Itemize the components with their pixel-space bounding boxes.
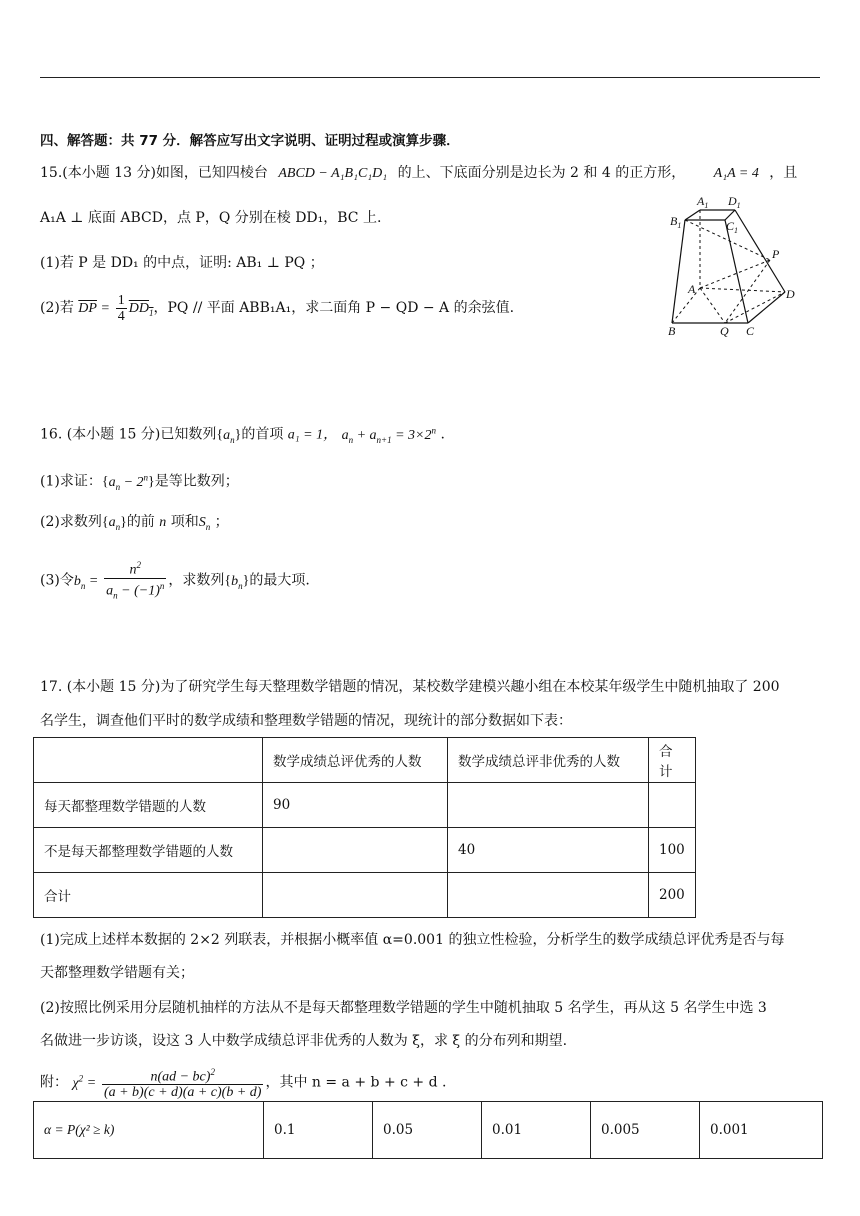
q16-part1: (1)求证：$\{a_n - 2^n\}$是等比数列； (40, 472, 239, 492)
table-cell: 200 (649, 873, 696, 918)
critical-value-table (33, 1101, 823, 1159)
table-row (34, 1102, 823, 1159)
q16-head: 16. (本小题 15 分)已知数列 (40, 426, 217, 443)
q16-part2-label: (2)求数列 (40, 514, 102, 530)
table-cell: 100 (649, 828, 696, 873)
svg-text:C: C (746, 324, 755, 338)
q16-part1-tail: 是等比数列； (154, 473, 239, 490)
q17-note-tail: ，其中 n = a + b + c + d . (265, 1074, 447, 1091)
svg-text:P: P (772, 247, 780, 261)
q15-part1: (1)若 P 是 DD₁ 的中点，证明: AB₁ ⊥ PQ ； (40, 255, 324, 271)
q16-part3-label: (3)令 (40, 572, 74, 589)
table-cell: 90 (263, 783, 448, 828)
table-row (34, 783, 696, 828)
q16-head2: 的首项 (241, 426, 284, 443)
svg-text:Q: Q (720, 324, 729, 338)
q15-solid: ABCD − A₁B₁C₁D₁ (278, 166, 388, 181)
q16-cond: a₁ = 1， (287, 427, 338, 443)
q16-part1-label: (1)求证： (40, 473, 102, 490)
section-header: 四、解答题：共 77 分．解答应写出文字说明、证明过程或演算步骤． (40, 133, 460, 149)
svg-text:D: D (786, 287, 795, 301)
table-cell (263, 873, 448, 918)
svg-text:D1: $D_1$ (728, 194, 741, 210)
q16-part3: (3)令$b_n$ = $\frac{n^2}{a_n - (-1)^n}$ ，求数列$\{b_n\}$的最大项. (40, 560, 310, 601)
table-cell: 0.05 (373, 1102, 482, 1159)
q15-mid: 的上、下底面分别是边长为 2 和 4 的正方形， (397, 165, 686, 181)
svg-text:B: B (668, 324, 676, 338)
q16-line1: 16. (本小题 15 分)已知数列$\{a_n\}$的首项 a₁ = 1， $a_n + a_{n+1} = 3\times 2^n$ . (40, 425, 445, 445)
table-cell (448, 873, 649, 918)
q15-line1 (40, 163, 797, 184)
table-cell: 数学成绩总评非优秀的人数 (448, 738, 649, 783)
svg-text:B1: $B_1$ (670, 214, 682, 230)
q17-part1: (1)完成上述样本数据的 2×2 列联表，并根据小概率值 α=0.001 的独立性检验，分析学生的数学成绩总评优秀是否与每 (40, 932, 785, 948)
q15-line2: A₁A ⊥ 底面 ABCD，点 P，Q 分别在棱 DD₁，BC 上. (40, 210, 382, 226)
q15-part2-tail: ，PQ // 平面 ABB₁A₁，求二面角 P − QD − A 的余弦值. (153, 300, 515, 316)
q16-part3-tail: 的最大项. (249, 572, 310, 589)
table-cell (34, 738, 263, 783)
q16-part2-mid: 的前 (126, 514, 155, 530)
table-cell (649, 783, 696, 828)
q17-note-label: 附： (40, 1074, 68, 1091)
q17-line1: 17. (本小题 15 分)为了研究学生每天整理数学错题的情况，某校数学建模兴趣小组在本校某年级学生中随机抽取了 200 (40, 679, 780, 695)
top-rule (40, 77, 820, 78)
frustum-figure (660, 192, 800, 342)
q17-part1-cont: 天都整理数学错题有关； (40, 965, 194, 981)
table-cell: 0.001 (700, 1102, 823, 1159)
table-row (34, 873, 696, 918)
q17-note: 附： $\chi^2$ = $\frac{n(ad - bc)^2}{(a + b)(c + d)(a + c)(b + d)}$ ，其中 n = a + b + c + d . (40, 1066, 447, 1101)
table-cell: 0.1 (264, 1102, 373, 1159)
table-cell: 合计 (34, 873, 263, 918)
table-cell: 数学成绩总评优秀的人数 (263, 738, 448, 783)
svg-text:A: A (688, 282, 696, 296)
q15-part2: (2)若 $\overline{DP}$ = $\frac{1}{4}$ $DD_1$，PQ // 平面 ABB₁A₁，求二面角 P − QD − A 的余弦值. (40, 292, 515, 324)
q17-part2: (2)按照比例采用分层随机抽样的方法从不是每天都整理数学错题的学生中随机抽取 5 名学生，再从这 5 名学生中选 3 (40, 1000, 767, 1016)
table-cell: α = P(χ² ≥ k) (34, 1102, 264, 1159)
q17-line2: 名学生，调查他们平时的数学成绩和整理数学错题的情况，现统计的部分数据如下表： (40, 713, 572, 729)
table-cell: 0.01 (482, 1102, 591, 1159)
q16-part2: (2)求数列$\{a_n\}$的前 n 项和$S_n$ ； (40, 514, 229, 532)
table-cell (448, 783, 649, 828)
table-cell: 40 (448, 828, 649, 873)
svg-text:A1: $A_1$ (697, 194, 709, 210)
q15-cond1: A₁A = 4 (713, 166, 759, 181)
svg-text:C1: $C_1$ (726, 219, 739, 235)
contingency-table (33, 737, 696, 918)
q15-head: 15.(本小题 13 分)如图，已知四棱台 (40, 165, 268, 181)
table-row (34, 828, 696, 873)
table-cell: 合计 (649, 738, 696, 783)
table-cell: 0.005 (591, 1102, 700, 1159)
table-cell: 每天都整理数学错题的人数 (34, 783, 263, 828)
q16-part3-mid: ，求数列 (168, 572, 225, 589)
q17-part2-cont: 名做进一步访谈，设这 3 人中数学成绩总评非优秀的人数为 ξ，求 ξ 的分布列和期望. (40, 1033, 568, 1049)
q16-part2-mid2: 项和 (170, 514, 199, 530)
table-header-row (34, 738, 696, 783)
table-cell: 不是每天都整理数学错题的人数 (34, 828, 263, 873)
q15-tail: ，且 (769, 165, 798, 181)
q15-part2-label: (2)若 (40, 300, 74, 316)
table-cell (263, 828, 448, 873)
